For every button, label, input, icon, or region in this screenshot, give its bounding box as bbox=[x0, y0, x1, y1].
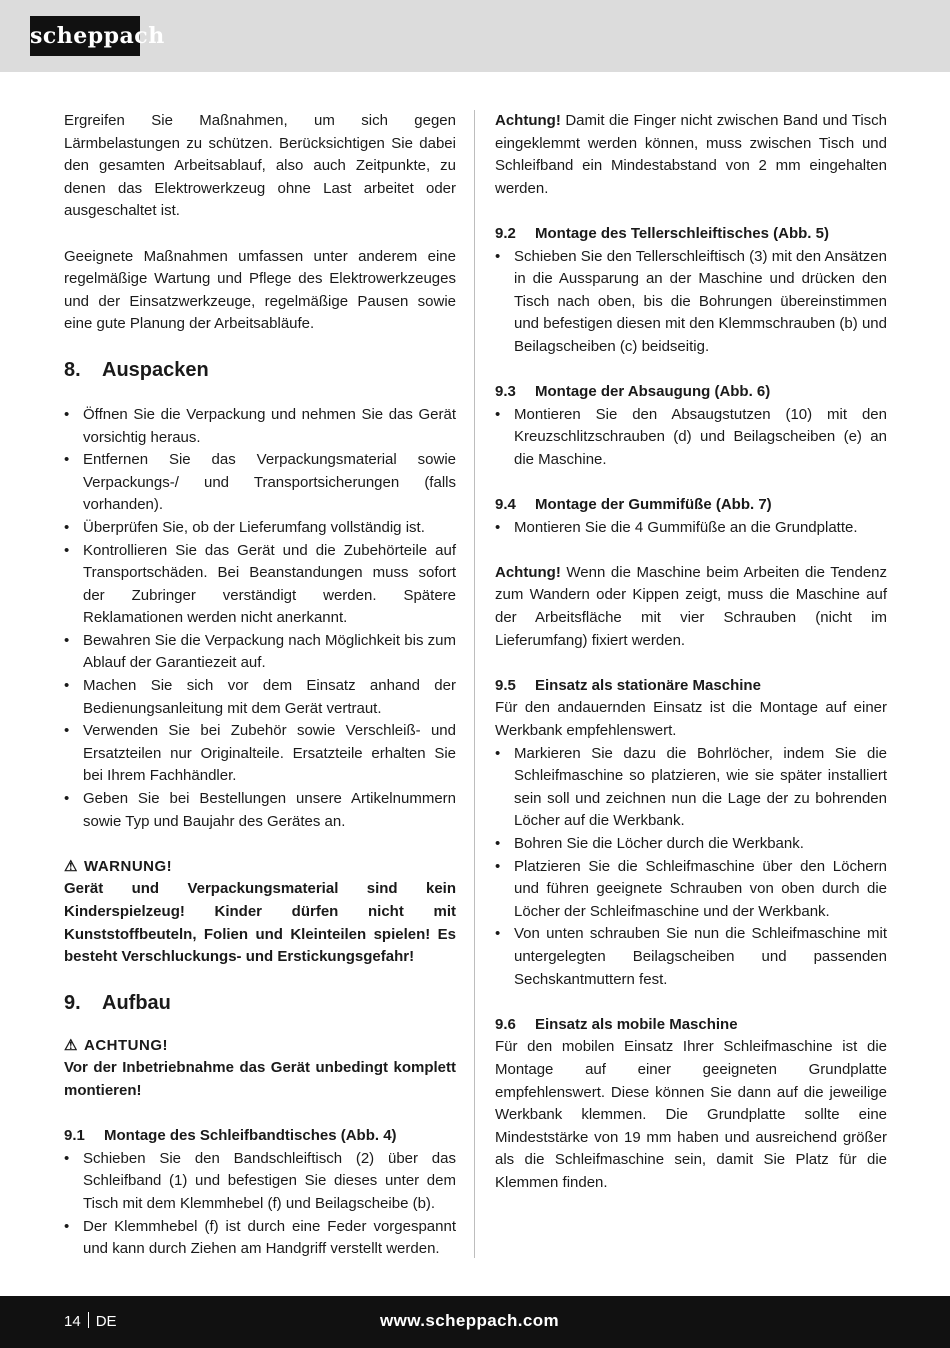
warning-label: ⚠ WARNUNG! bbox=[64, 856, 456, 879]
website-url: www.scheppach.com bbox=[380, 1311, 560, 1330]
paragraph: Für den andauernden Einsatz ist die Montage auf einer Werkbank empfehlenswert. bbox=[495, 699, 887, 740]
caution-text: Vor der Inbetriebnahme das Gerät unbedingt komplett montieren! bbox=[64, 1059, 456, 1099]
list-item: • Überprüfen Sie, ob der Lieferumfang vollständig ist. bbox=[64, 517, 456, 540]
subsection-heading-9-3: 9.3 Montage der Absaugung (Abb. 6) bbox=[495, 383, 771, 401]
paragraph: Für den mobilen Einsatz Ihrer Schleifmaschine ist die Montage auf einer geeigneten Grundplatte empfehlenswert. Diese können Sie dann auf die jeweilige Werkbank klemmen. Die Grundplatte sollte eine Mindeststärke von 19 mm haben und ausreichend größer als die Schleifmaschine sein, damit Sie Platz für die Klemmen finden. bbox=[495, 1038, 887, 1191]
subsection-heading-9-2: 9.2 Montage des Tellerschleiftisches (Abb. 5) bbox=[495, 224, 829, 242]
bullet-list bbox=[495, 404, 887, 472]
page-footer bbox=[0, 1296, 950, 1348]
note-paragraph: Achtung! Wenn die Maschine beim Arbeiten die Tendenz zum Wandern oder Kippen zeigt, muss die Maschine auf der Arbeitsfläche mit vier Schrauben (nicht im Lieferumfang) fixiert werden. bbox=[495, 563, 887, 649]
section-heading-9: 9. Aufbau bbox=[64, 991, 171, 1014]
bullet-list bbox=[64, 1148, 456, 1261]
list-item: • Der Klemmhebel (f) ist durch eine Feder vorgespannt und kann durch Ziehen am Handgriff verstellt werden. bbox=[64, 1216, 456, 1261]
list-item: • Schieben Sie den Tellerschleiftisch (3) mit den Ansätzen in die Aussparung an der Maschine und drücken den Tisch nach oben, bis die Bohrungen übereinstimmen und befestigen diesen mit den Klemmschrauben (b) und Beilagscheiben (c) beidseitig. bbox=[495, 246, 887, 359]
left-column bbox=[64, 110, 456, 1261]
page-number: 14 DE bbox=[64, 1313, 117, 1330]
bullet-list bbox=[64, 404, 456, 833]
caution-label: ⚠ ACHTUNG! bbox=[64, 1035, 456, 1058]
list-item: • Machen Sie sich vor dem Einsatz anhand der Bedienungsanleitung mit dem Gerät vertraut. bbox=[64, 675, 456, 720]
list-item: • Markieren Sie dazu die Bohrlöcher, indem Sie die Schleifmaschine so platzieren, wie sie später installiert sein soll und zeichnen nun die Lage der zu bohrenden Löcher auf die Werkbank. bbox=[495, 743, 887, 833]
bullet-list bbox=[495, 743, 887, 992]
subsection-heading-9-1: 9.1 Montage des Schleifbandtisches (Abb. 4) bbox=[64, 1127, 397, 1145]
list-item: • Von unten schrauben Sie nun die Schleifmaschine mit untergelegten Beilagscheiben und passenden Sechskantmuttern fest. bbox=[495, 923, 887, 991]
list-item: • Bewahren Sie die Verpackung nach Möglichkeit bis zum Ablauf der Garantiezeit auf. bbox=[64, 630, 456, 675]
warning-text: Gerät und Verpackungsmaterial sind kein Kinderspielzeug! Kinder dürfen nicht mit Kunststoffbeuteln, Folien und Kleinteilen spielen! Es besteht Verschluckungs- und Erstickungsgefahr! bbox=[64, 880, 456, 966]
page-header bbox=[0, 0, 950, 72]
section-heading-8: 8. Auspacken bbox=[64, 358, 209, 381]
list-item: • Entfernen Sie das Verpackungsmaterial sowie Verpackungs-/ und Transportsicherungen (falls vorhanden). bbox=[64, 449, 456, 517]
list-item: • Schieben Sie den Bandschleiftisch (2) über das Schleifband (1) und befestigen Sie dieses unter dem Tisch mit dem Klemmhebel (f) und Beilagscheibe (b). bbox=[64, 1148, 456, 1216]
warning-triangle-icon: ⚠ bbox=[64, 1036, 78, 1054]
list-item: • Kontrollieren Sie das Gerät und die Zubehörteile auf Transportschäden. Bei Beanstandungen muss sofort der Zubringer verständigt werden. Spätere Reklamationen werden nicht anerkannt. bbox=[64, 540, 456, 630]
subsection-heading-9-5: 9.5 Einsatz als stationäre Maschine bbox=[495, 676, 761, 694]
list-item: • Bohren Sie die Löcher durch die Werkbank. bbox=[495, 833, 887, 856]
warning-triangle-icon: ⚠ bbox=[64, 857, 78, 875]
list-item: • Montieren Sie die 4 Gummifüße an die Grundplatte. bbox=[495, 517, 887, 540]
list-item: • Geben Sie bei Bestellungen unsere Artikelnummern sowie Typ und Baujahr des Gerätes an. bbox=[64, 788, 456, 833]
list-item: • Montieren Sie den Absaugstutzen (10) mit den Kreuzschlitzschrauben (d) und Beilagscheiben (e) an die Maschine. bbox=[495, 404, 887, 472]
list-item: • Platzieren Sie die Schleifmaschine über den Löchern und führen geeignete Schrauben von oben durch die Löcher der Schleifmaschine und der Werkbank. bbox=[495, 856, 887, 924]
paragraph: Geeignete Maßnahmen umfassen unter anderem eine regelmäßige Wartung und Pflege des Elektrowerkzeuges und der Einsatzwerkzeuge, regelmäßige Pausen sowie eine gute Planung der Arbeitsabläufe. bbox=[64, 247, 456, 333]
subsection-heading-9-4: 9.4 Montage der Gummifüße (Abb. 7) bbox=[495, 496, 772, 514]
column-divider bbox=[474, 110, 475, 1258]
brand-logo: scheppach bbox=[30, 16, 140, 56]
paragraph: Ergreifen Sie Maßnahmen, um sich gegen Lärmbelastungen zu schützen. Berücksichtigen Sie dabei den gesamten Arbeitsablauf, also auch Zeitpunkte, zu denen das Elektrowerkzeug ohne Last arbeitet oder ausgeschaltet ist. bbox=[64, 112, 456, 220]
subsection-heading-9-6: 9.6 Einsatz als mobile Maschine bbox=[495, 1015, 738, 1033]
bullet-list bbox=[495, 517, 887, 540]
list-item: • Verwenden Sie bei Zubehör sowie Verschleiß- und Ersatzteilen nur Originalteile. Ersatzteile erhalten Sie bei Ihrem Fachhändler. bbox=[64, 720, 456, 788]
right-column bbox=[495, 110, 887, 1195]
list-item: • Öffnen Sie die Verpackung und nehmen Sie das Gerät vorsichtig heraus. bbox=[64, 404, 456, 449]
bullet-list bbox=[495, 246, 887, 359]
note-paragraph: Achtung! Damit die Finger nicht zwischen Band und Tisch eingeklemmt werden können, muss zwischen Tisch und Schleifband ein Mindestabstand von 2 mm eingehalten werden. bbox=[495, 112, 887, 197]
